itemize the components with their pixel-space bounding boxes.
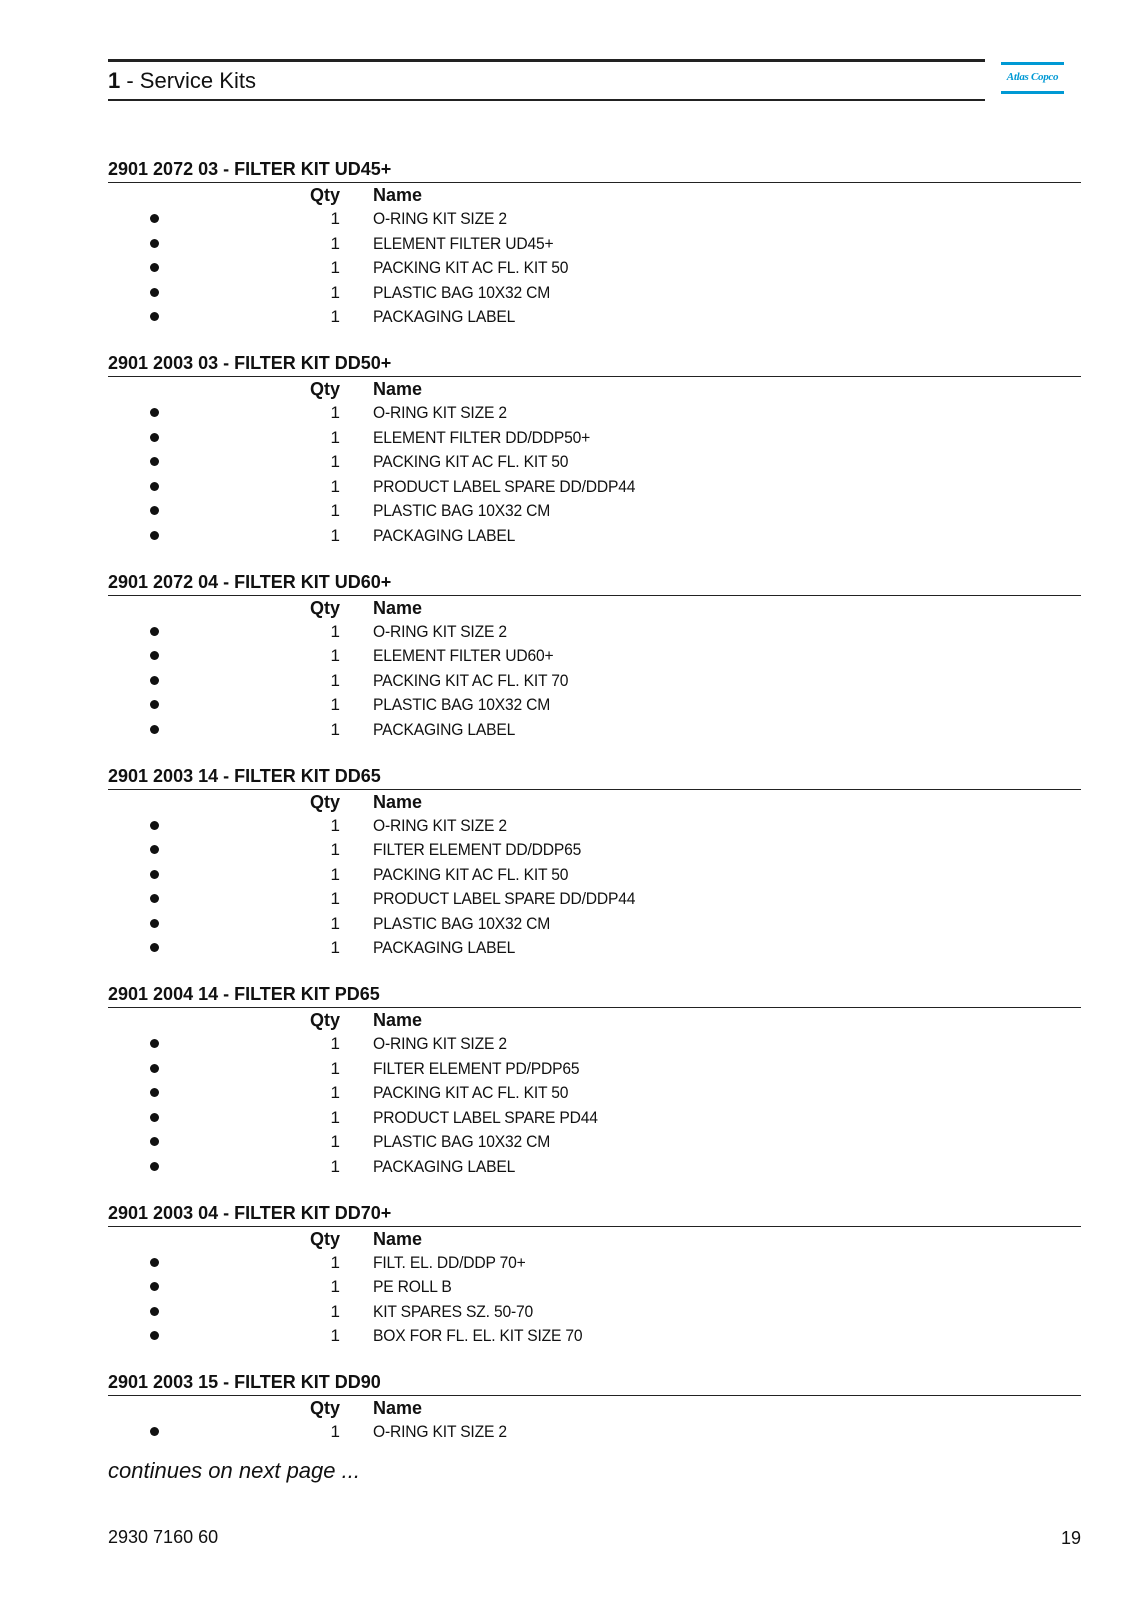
kit-item-row xyxy=(108,256,1081,281)
bullet-icon xyxy=(150,889,160,899)
item-qty: 1 xyxy=(330,938,340,958)
kit-item-row xyxy=(108,718,1081,743)
item-qty: 1 xyxy=(330,1107,340,1127)
bullet-icon xyxy=(150,283,160,293)
item-qty: 1 xyxy=(330,1422,340,1441)
kit-section xyxy=(108,352,1081,549)
item-name: PACKAGING LABEL xyxy=(373,525,516,545)
item-qty: 1 xyxy=(330,501,340,521)
logo-text: Atlas Copco xyxy=(1006,71,1059,83)
kit-title: 2901 2003 03 - FILTER KIT DD50+ xyxy=(108,352,1081,377)
kit-item-row xyxy=(108,1155,1081,1180)
bullet-icon xyxy=(150,1059,160,1069)
bullet-icon xyxy=(150,1326,160,1336)
item-qty: 1 xyxy=(330,402,340,422)
item-name: PE ROLL B xyxy=(373,1277,452,1297)
bullet-icon xyxy=(150,695,160,705)
column-header-row xyxy=(108,377,1081,401)
kit-item-row xyxy=(108,1275,1081,1300)
item-name: PACKING KIT AC FL. KIT 50 xyxy=(373,864,569,884)
bullet-icon xyxy=(150,671,160,681)
qty-column-header: Qty xyxy=(309,378,340,399)
bullet-icon xyxy=(150,209,160,219)
bullet-icon xyxy=(150,403,160,413)
kit-item-row xyxy=(108,232,1081,257)
item-name: O-RING KIT SIZE 2 xyxy=(373,815,507,835)
name-column-header: Name xyxy=(373,1010,423,1031)
bullet-icon xyxy=(150,428,160,438)
bullet-icon xyxy=(150,1253,160,1263)
kit-item-row xyxy=(108,499,1081,524)
item-name: O-RING KIT SIZE 2 xyxy=(373,1422,507,1441)
kit-item-row xyxy=(108,620,1081,645)
name-column-header: Name xyxy=(373,1228,423,1249)
item-name: ELEMENT FILTER DD/DDP50+ xyxy=(373,427,591,447)
name-column-header: Name xyxy=(373,1398,423,1418)
item-qty: 1 xyxy=(330,621,340,641)
kit-item-row xyxy=(108,838,1081,863)
kit-list xyxy=(108,158,1081,1467)
kit-item-row xyxy=(108,1324,1081,1349)
kit-section xyxy=(108,1202,1081,1349)
item-qty: 1 xyxy=(330,1083,340,1103)
item-name: O-RING KIT SIZE 2 xyxy=(373,402,507,422)
item-qty: 1 xyxy=(330,307,340,327)
item-qty: 1 xyxy=(330,1277,340,1297)
item-name: PLASTIC BAG 10X32 CM xyxy=(373,695,551,715)
name-column-header: Name xyxy=(373,185,423,205)
kit-section xyxy=(108,765,1081,962)
item-qty: 1 xyxy=(330,815,340,835)
item-name: PLASTIC BAG 10X32 CM xyxy=(373,282,551,302)
kit-item-row xyxy=(108,693,1081,718)
item-qty: 1 xyxy=(330,646,340,666)
item-name: PACKAGING LABEL xyxy=(373,1157,516,1177)
column-header-row xyxy=(108,183,1081,207)
kit-item-row xyxy=(108,524,1081,549)
kit-item-row xyxy=(108,426,1081,451)
page-number: 19 xyxy=(1060,1528,1081,1548)
kit-title: 2901 2003 14 - FILTER KIT DD65 xyxy=(108,765,1081,790)
kit-section xyxy=(108,158,1081,330)
bullet-icon xyxy=(150,840,160,850)
bullet-icon xyxy=(150,1422,160,1432)
item-qty: 1 xyxy=(330,1326,340,1346)
kit-item-row xyxy=(108,1251,1081,1276)
item-name: ELEMENT FILTER UD60+ xyxy=(373,646,554,666)
bullet-icon xyxy=(150,1132,160,1142)
kit-item-row xyxy=(108,207,1081,232)
item-name: KIT SPARES SZ. 50-70 xyxy=(373,1301,534,1321)
bullet-icon xyxy=(150,501,160,511)
bullet-icon xyxy=(150,646,160,656)
item-name: PLASTIC BAG 10X32 CM xyxy=(373,501,551,521)
logo-bar-top xyxy=(1001,62,1064,65)
column-header-row xyxy=(108,1227,1081,1251)
kit-item-row xyxy=(108,644,1081,669)
item-qty: 1 xyxy=(330,1301,340,1321)
item-name: FILTER ELEMENT DD/DDP65 xyxy=(373,840,582,860)
bullet-icon xyxy=(150,452,160,462)
kit-item-row xyxy=(108,1130,1081,1155)
column-header-row xyxy=(108,596,1081,620)
item-name: PACKING KIT AC FL. KIT 50 xyxy=(373,452,569,472)
column-header-row xyxy=(108,1008,1081,1032)
bullet-icon xyxy=(150,307,160,317)
item-name: O-RING KIT SIZE 2 xyxy=(373,621,507,641)
bullet-icon xyxy=(150,234,160,244)
item-name: PACKAGING LABEL xyxy=(373,307,516,327)
item-name: PACKING KIT AC FL. KIT 50 xyxy=(373,258,569,278)
item-name: O-RING KIT SIZE 2 xyxy=(373,209,507,228)
item-name: PLASTIC BAG 10X32 CM xyxy=(373,913,551,933)
bullet-icon xyxy=(150,720,160,730)
item-name: FILTER ELEMENT PD/PDP65 xyxy=(373,1058,580,1078)
item-name: ELEMENT FILTER UD45+ xyxy=(373,233,554,253)
kit-item-row xyxy=(108,1300,1081,1325)
bullet-icon xyxy=(150,914,160,924)
kit-section xyxy=(108,571,1081,743)
kit-title: 2901 2003 15 - FILTER KIT DD90 xyxy=(108,1371,1081,1396)
kit-title: 2901 2003 04 - FILTER KIT DD70+ xyxy=(108,1202,1081,1227)
document-number: 2930 7160 60 xyxy=(108,1527,219,1547)
bullet-icon xyxy=(150,1277,160,1287)
item-name: PACKAGING LABEL xyxy=(373,719,516,739)
kit-item-row xyxy=(108,1032,1081,1057)
kit-item-row xyxy=(108,887,1081,912)
item-qty: 1 xyxy=(330,1034,340,1054)
qty-column-header: Qty xyxy=(309,597,340,618)
item-qty: 1 xyxy=(330,476,340,496)
bullet-icon xyxy=(150,816,160,826)
item-name: PACKAGING LABEL xyxy=(373,938,516,958)
item-qty: 1 xyxy=(330,864,340,884)
item-name: BOX FOR FL. EL. KIT SIZE 70 xyxy=(373,1326,583,1346)
kit-item-row xyxy=(108,401,1081,426)
kit-item-row xyxy=(108,305,1081,330)
item-name: FILT. EL. DD/DDP 70+ xyxy=(373,1252,526,1272)
item-qty: 1 xyxy=(330,282,340,302)
item-qty: 1 xyxy=(330,1132,340,1152)
item-name: PRODUCT LABEL SPARE DD/DDP44 xyxy=(373,476,636,496)
item-qty: 1 xyxy=(330,427,340,447)
kit-item-row xyxy=(108,863,1081,888)
name-column-header: Name xyxy=(373,597,423,618)
item-name: PACKING KIT AC FL. KIT 50 xyxy=(373,1083,569,1103)
qty-column-header: Qty xyxy=(309,791,340,812)
item-qty: 1 xyxy=(330,889,340,909)
bullet-icon xyxy=(150,258,160,268)
bullet-icon xyxy=(150,622,160,632)
kit-item-row xyxy=(108,281,1081,306)
kit-title: 2901 2072 04 - FILTER KIT UD60+ xyxy=(108,571,1081,596)
item-qty: 1 xyxy=(330,719,340,739)
kit-section xyxy=(108,1371,1081,1445)
qty-column-header: Qty xyxy=(309,1398,340,1418)
kit-item-row xyxy=(108,1057,1081,1082)
kit-item-row xyxy=(108,475,1081,500)
bullet-icon xyxy=(150,1302,160,1312)
column-header-row xyxy=(108,1396,1081,1420)
item-name: PRODUCT LABEL SPARE DD/DDP44 xyxy=(373,889,636,909)
page-title xyxy=(108,68,256,94)
item-qty: 1 xyxy=(330,913,340,933)
column-header-row xyxy=(108,790,1081,814)
item-qty: 1 xyxy=(330,1252,340,1272)
chapter-title: - Service Kits xyxy=(120,68,256,93)
qty-column-header: Qty xyxy=(309,185,340,205)
item-qty: 1 xyxy=(330,233,340,253)
kit-section xyxy=(108,983,1081,1180)
kit-item-row xyxy=(108,669,1081,694)
kit-title: 2901 2072 03 - FILTER KIT UD45+ xyxy=(108,158,1081,183)
bullet-icon xyxy=(150,938,160,948)
qty-column-header: Qty xyxy=(309,1010,340,1031)
item-qty: 1 xyxy=(330,525,340,545)
kit-item-row xyxy=(108,1081,1081,1106)
bullet-icon xyxy=(150,1034,160,1044)
page-header xyxy=(108,59,985,101)
item-qty: 1 xyxy=(330,1157,340,1177)
bullet-icon xyxy=(150,477,160,487)
bullet-icon xyxy=(150,1157,160,1167)
kit-item-row xyxy=(108,936,1081,961)
bullet-icon xyxy=(150,1083,160,1093)
item-qty: 1 xyxy=(330,695,340,715)
item-qty: 1 xyxy=(330,452,340,472)
item-name: PACKING KIT AC FL. KIT 70 xyxy=(373,670,569,690)
item-qty: 1 xyxy=(330,670,340,690)
item-name: PLASTIC BAG 10X32 CM xyxy=(373,1132,551,1152)
qty-column-header: Qty xyxy=(309,1228,340,1249)
logo-bar-bottom xyxy=(1001,91,1064,94)
kit-item-row xyxy=(108,1106,1081,1131)
atlas-copco-logo xyxy=(1001,62,1064,94)
kit-item-row xyxy=(108,912,1081,937)
item-qty: 1 xyxy=(330,1058,340,1078)
item-qty: 1 xyxy=(330,840,340,860)
chapter-number: 1 xyxy=(108,68,121,93)
item-qty: 1 xyxy=(330,258,340,278)
name-column-header: Name xyxy=(373,378,423,399)
bullet-icon xyxy=(150,1108,160,1118)
item-name: PRODUCT LABEL SPARE PD44 xyxy=(373,1107,598,1127)
name-column-header: Name xyxy=(373,791,423,812)
item-name: O-RING KIT SIZE 2 xyxy=(373,1034,507,1054)
continues-note: continues on next page ... xyxy=(108,1458,360,1483)
kit-title: 2901 2004 14 - FILTER KIT PD65 xyxy=(108,983,1081,1008)
kit-item-row xyxy=(108,450,1081,475)
bullet-icon xyxy=(150,865,160,875)
kit-item-row xyxy=(108,814,1081,839)
kit-item-row xyxy=(108,1420,1081,1445)
bullet-icon xyxy=(150,526,160,536)
item-qty: 1 xyxy=(330,209,340,228)
